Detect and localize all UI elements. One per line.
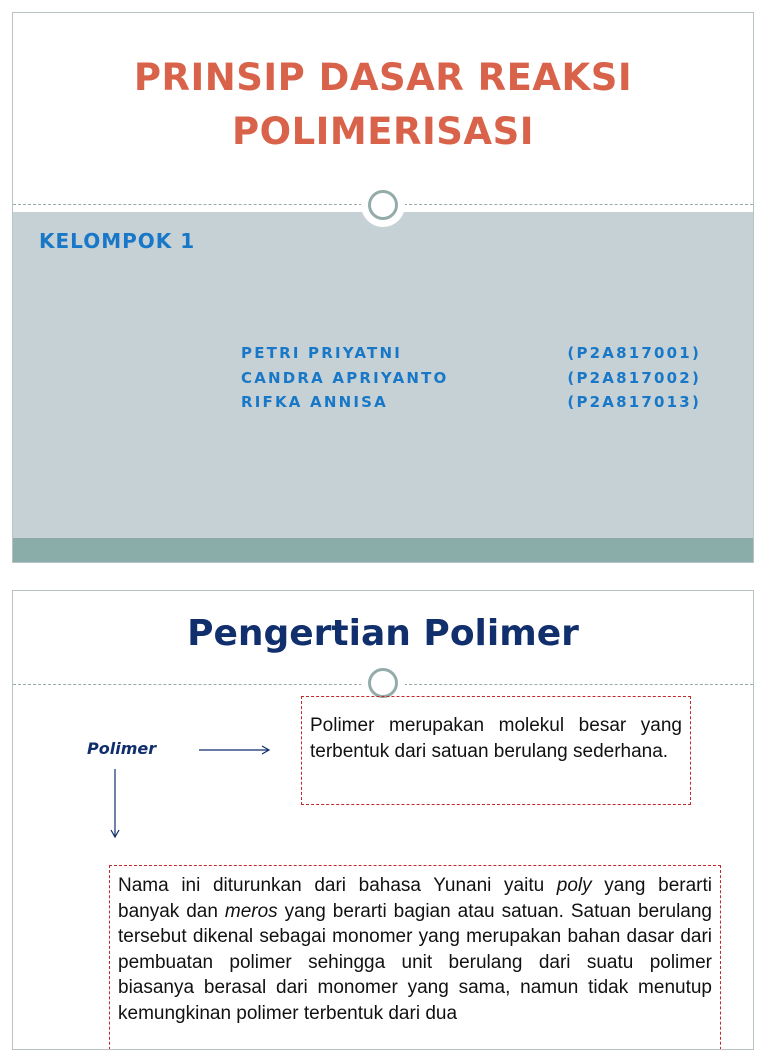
content-slide bbox=[12, 590, 754, 1050]
member-list bbox=[241, 341, 701, 415]
explanation-text-3: yang berarti bagian atau satuan. Satuan berulang tersebut dikenal sebagai monomer yang merupakan bahan dasar dari pembuatan polimer sehingga unit berulang dari suatu polimer biasanya berasal dari monomer yang sama, namun tidak menutup kemungkinan polimer terbentuk dari dua bbox=[118, 900, 712, 1024]
slide-title-line2: POLIMERISASI bbox=[232, 110, 534, 153]
slide-title: Pengertian Polimer bbox=[187, 613, 579, 654]
term-poly: poly bbox=[556, 875, 592, 896]
footer-bar bbox=[13, 538, 753, 563]
member-name: RIFKA ANNISA bbox=[241, 393, 388, 411]
explanation-text-2: yang berarti banyak dan bbox=[118, 875, 712, 922]
member-row bbox=[241, 366, 701, 391]
arrow-down-icon bbox=[107, 767, 123, 841]
explanation-box bbox=[109, 865, 721, 1050]
member-name: CANDRA APRIYANTO bbox=[241, 368, 449, 387]
member-row bbox=[241, 390, 701, 415]
member-name: PETRI PRIYATNI bbox=[241, 344, 402, 362]
slide-title-line1: PRINSIP DASAR REAKSI bbox=[133, 56, 633, 99]
circle-ornament-icon bbox=[361, 183, 405, 227]
member-id: (P2A817002) bbox=[567, 368, 701, 387]
member-row bbox=[241, 341, 701, 366]
definition-text: Polimer merupakan molekul besar yang terbentuk dari satuan berulang sederhana. bbox=[310, 715, 682, 762]
explanation-text-1: Nama ini diturunkan dari bahasa Yunani yaitu bbox=[118, 875, 557, 896]
member-id: (P2A817001) bbox=[567, 344, 701, 362]
polimer-label: Polimer bbox=[87, 739, 157, 758]
term-meros: meros bbox=[224, 900, 278, 922]
slide-title bbox=[13, 51, 753, 159]
member-id: (P2A817013) bbox=[567, 393, 701, 411]
definition-box bbox=[301, 696, 691, 805]
arrow-right-icon bbox=[197, 743, 273, 757]
title-slide bbox=[12, 12, 754, 563]
group-label: KELOMPOK 1 bbox=[39, 229, 196, 253]
